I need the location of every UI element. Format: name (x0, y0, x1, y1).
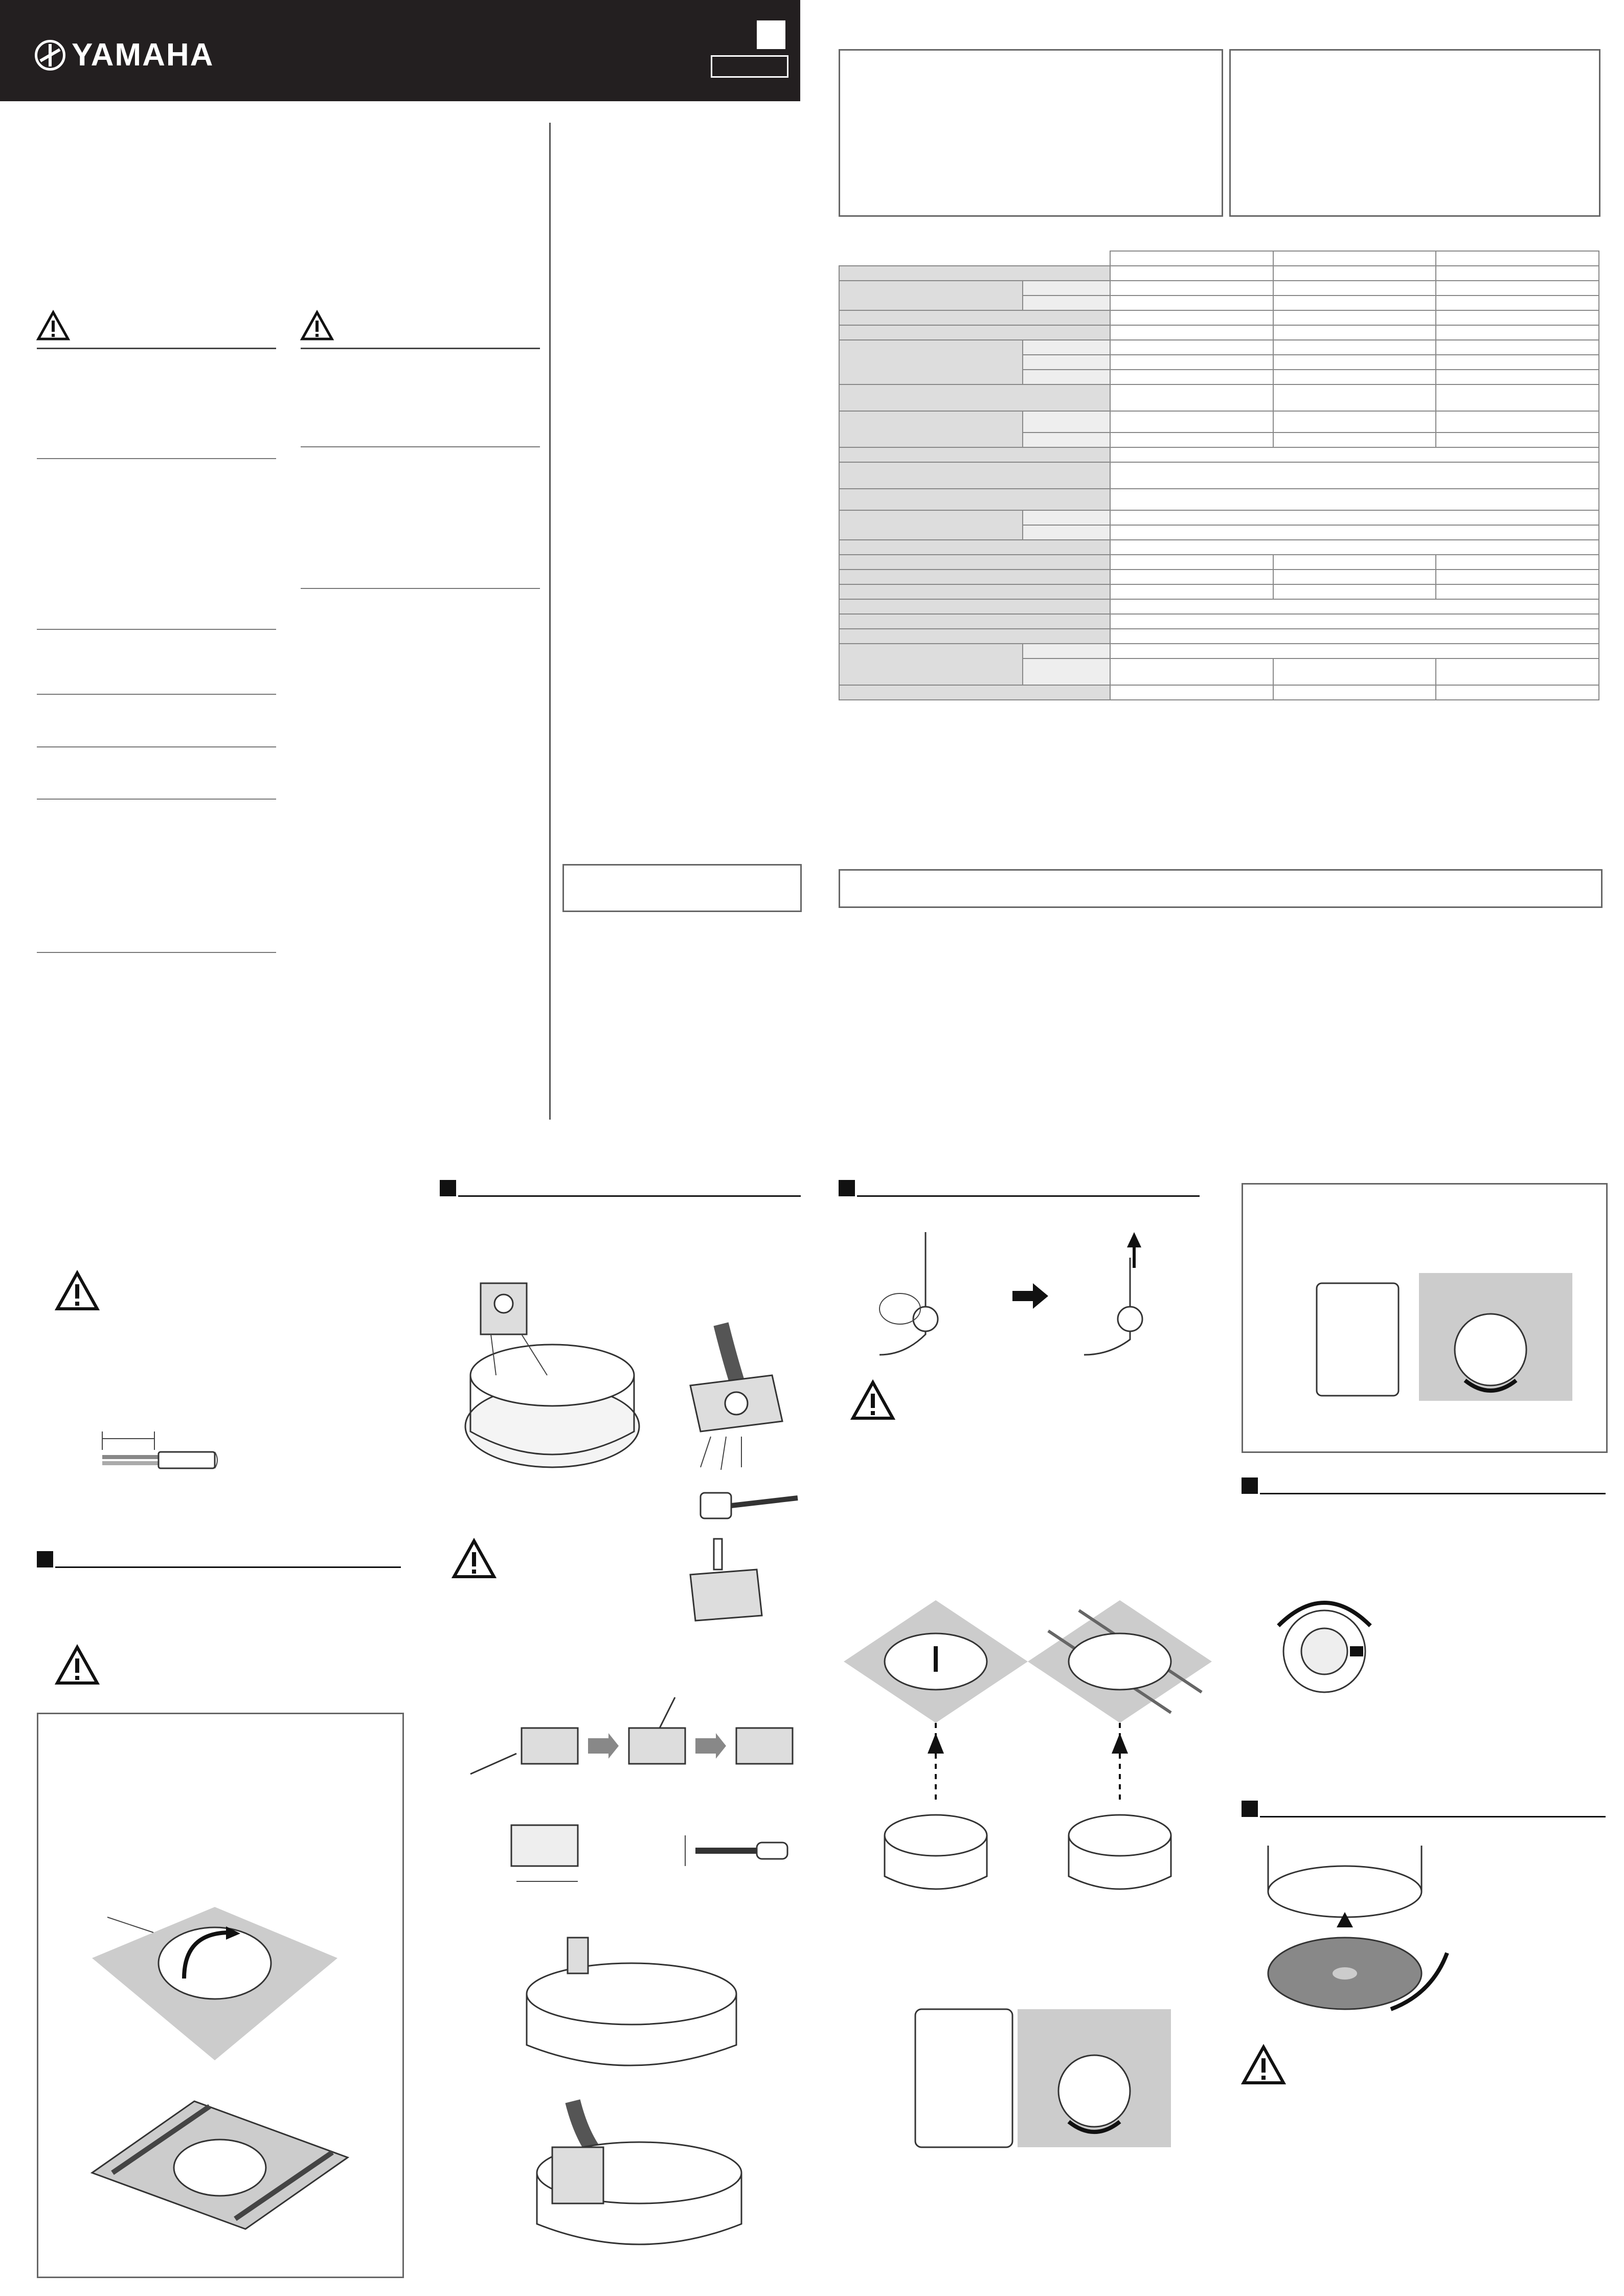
warning-triangle-icon (37, 311, 70, 340)
divider (301, 446, 540, 447)
specifications-table (839, 251, 1599, 700)
divider (37, 694, 276, 695)
safety-wire-step-1-figure (869, 1227, 972, 1365)
warning-triangle-icon (55, 1271, 99, 1311)
clamp-tighten-figure (915, 1994, 1171, 2157)
terminal-wiring-steps-figure (460, 1687, 798, 1794)
section-square-icon (440, 1180, 456, 1196)
safety-wire-step-2-figure (1074, 1227, 1176, 1365)
section-square-icon (839, 1180, 855, 1196)
terminal-polarity-figure (501, 1820, 593, 1897)
note-box (562, 864, 802, 912)
divider (37, 458, 276, 459)
section-heading-rule (1260, 1493, 1606, 1494)
clamp-detail-figure (1317, 1273, 1583, 1401)
warning-heading-rule (37, 348, 276, 349)
cable-strip-figure (97, 1429, 230, 1481)
section-square-icon (1242, 1477, 1258, 1494)
tuning-fork-icon (35, 40, 65, 71)
info-box-right (1229, 49, 1600, 217)
caution-triangle-icon (301, 311, 333, 340)
section-square-icon (37, 1551, 53, 1567)
knockout-hammer-figure (685, 1483, 803, 1626)
language-tab (757, 20, 785, 49)
conduit-bracket-figure (680, 1319, 793, 1472)
column-divider (549, 123, 551, 1120)
divider (37, 629, 276, 630)
section-heading-rule (857, 1195, 1200, 1197)
conduit-screw-figure (532, 2101, 747, 2255)
brand-name: YAMAHA (72, 37, 214, 73)
divider (37, 952, 276, 953)
ceiling-rail-figure (92, 2101, 348, 2229)
info-box-left (839, 49, 1223, 217)
divider (37, 799, 276, 800)
ceiling-insert-figure-a (844, 1600, 1028, 1897)
section-heading-rule (458, 1195, 801, 1197)
tap-selector-figure (1268, 1595, 1381, 1702)
warning-triangle-icon (55, 1645, 99, 1685)
warning-triangle-icon (452, 1539, 496, 1579)
bracket-mount-figure (460, 1273, 644, 1477)
footnote-box (839, 869, 1603, 908)
screwdriver-figure (675, 1830, 798, 1871)
ceiling-template-figure (92, 1907, 348, 2060)
caution-heading-rule (301, 348, 540, 349)
section-heading-rule (1260, 1816, 1606, 1817)
warning-triangle-icon (1242, 2045, 1285, 2085)
grille-attach-figure (1258, 1835, 1452, 2019)
section-heading-rule (55, 1566, 401, 1568)
ceiling-insert-figure-b (1028, 1600, 1212, 1897)
connector-insert-figure (522, 1933, 741, 2076)
section-square-icon (1242, 1801, 1258, 1817)
model-number-box (711, 55, 788, 78)
arrow-icon (1012, 1283, 1048, 1309)
yamaha-logo (35, 37, 214, 73)
warning-triangle-icon (851, 1380, 895, 1420)
divider (301, 588, 540, 589)
divider (37, 746, 276, 747)
